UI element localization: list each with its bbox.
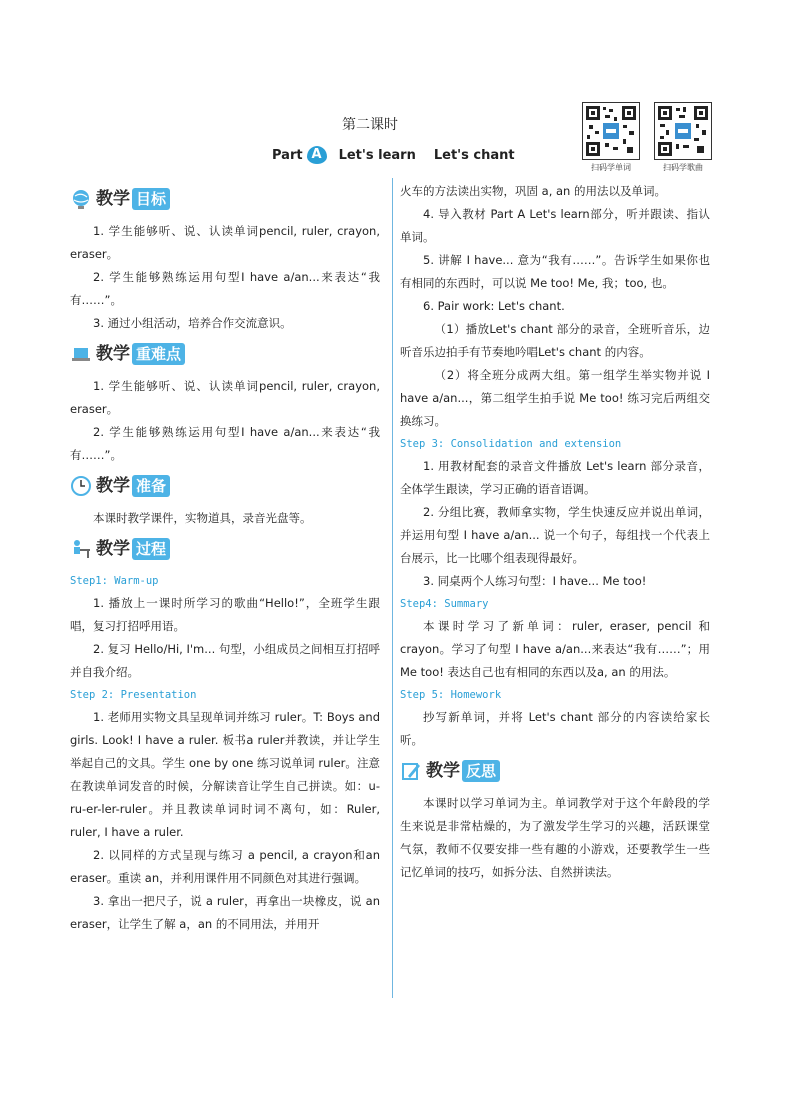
reflection-text: 本课时以学习单词为主。单词教学对于这个年龄段的学生来说是非常枯燥的，为了激发学生学习的兴趣，活跃课堂气氛，教师不仅要安排一些有趣的小游戏，还要教学生一些记忆单词的技巧，如拆分法、自然拼读法。	[400, 796, 710, 879]
part-label: Part	[272, 147, 303, 163]
lets-learn-label: Let's learn	[338, 147, 416, 163]
globe-icon	[70, 188, 92, 210]
step-paragraph: 1. 老师用实物文具呈现单词并练习 ruler。T: Boys and girls. Look! I have a ruler. 板书a ruler并教读，并让学生举起自己的文具。学生 one by one 练习说单词 ruler。注意在教读单词发音的时候，分解读音让学生自己拼读。如：u-ru-er-ler-ruler。并且教读单词时词不离句，如：Ruler, ruler, I have a ruler.	[70, 710, 380, 839]
section-title-tag: 目标	[132, 188, 170, 210]
step-paragraph: 2. 复习 Hello/Hi, I'm... 句型，小组成员之间相互打招呼并自我介绍。	[70, 642, 380, 679]
column-divider	[392, 178, 393, 998]
step-heading: Step 2: Presentation	[70, 689, 197, 701]
section-title-tag: 反思	[462, 760, 500, 782]
section-title-main: 教学	[426, 760, 460, 781]
step-paragraph: 5. 讲解 I have... 意为“我有……”。告诉学生如果你也有相同的东西时，可以说 Me too! Me, 我；too, 也。	[400, 253, 710, 290]
qr-code-icon[interactable]	[582, 102, 640, 160]
lets-chant-label: Let's chant	[433, 147, 515, 163]
step-paragraph: 3. 拿出一把尺子，说 a ruler，再拿出一块橡皮，说 an eraser，让学生了解 a，an 的不同用法，并用开	[70, 894, 380, 931]
pencil-note-icon	[400, 760, 422, 782]
qr-block-song	[654, 102, 718, 173]
step-heading: Step 5: Homework	[400, 689, 502, 701]
step-paragraph: 2. 以同样的方式呈现与练习 a pencil, a crayon和an eraser。重读 an，并利用课件用不同颜色对其进行强调。	[70, 848, 380, 885]
step-subparagraph: （1）播放Let's chant 部分的录音，全班听音乐，边听音乐边拍手有节奏地吟唱Let's chant 的内容。	[400, 322, 710, 359]
qr-code-icon[interactable]	[654, 102, 712, 160]
step-paragraph: 本课时学习了新单词：ruler, eraser, pencil 和 crayon。学习了句型 I have a/an...来表达“我有……”；用 Me too! 表达自己也有相同的东西以及a, an 的用法。	[400, 619, 710, 679]
goal-item: 2. 学生能够熟练运用句型I have a/an...来表达“我有……”。	[70, 270, 380, 307]
step-heading: Step 3: Consolidation and extension	[400, 438, 622, 450]
clock-icon	[70, 475, 92, 497]
qr-label-words: 扫码学单词	[591, 163, 631, 172]
laptop-icon	[70, 343, 92, 365]
prep-text: 本课时教学课件，实物道具，录音光盘等。	[93, 511, 312, 525]
step-paragraph: 4. 导入教材 Part A Let's learn部分，听并跟读、指认单词。	[400, 207, 710, 244]
step-paragraph: 1. 播放上一课时所学习的歌曲“Hello!”，全班学生跟唱，复习打招呼用语。	[70, 596, 380, 633]
qr-block-words	[582, 102, 646, 173]
step-heading: Step4: Summary	[400, 598, 489, 610]
section-title-main: 教学	[96, 343, 130, 364]
section-process-heading	[70, 532, 380, 566]
section-title-tag: 重难点	[132, 343, 185, 365]
section-goals-heading	[70, 182, 380, 216]
step-paragraph: 3. 同桌两个人练习句型：I have... Me too!	[423, 574, 647, 588]
right-column	[400, 180, 710, 884]
step-paragraph: 抄写新单词，并将 Let's chant 部分的内容读给家长听。	[400, 710, 710, 747]
left-column	[70, 180, 380, 936]
section-prep-heading	[70, 469, 380, 503]
qr-label-song: 扫码学歌曲	[663, 163, 703, 172]
page-title: 第二课时	[342, 117, 398, 133]
section-title-main: 教学	[96, 188, 130, 209]
section-title-main: 教学	[96, 538, 130, 559]
section-title-main: 教学	[96, 475, 130, 496]
lesson-subtitle	[272, 146, 515, 164]
goal-item: 3. 通过小组活动，培养合作交流意识。	[93, 316, 292, 330]
section-keypoints-heading	[70, 337, 380, 371]
part-badge: A	[307, 146, 327, 164]
goal-item: 1. 学生能够听、说、认读单词pencil, ruler, crayon, eraser。	[70, 224, 380, 261]
section-title-tag: 过程	[132, 538, 170, 560]
step-paragraph: 6. Pair work: Let's chant.	[423, 299, 565, 313]
section-reflection-heading	[400, 754, 710, 788]
continued-paragraph: 火车的方法读出实物，巩固 a, an 的用法以及单词。	[400, 184, 667, 198]
keypoint-item: 2. 学生能够熟练运用句型I have a/an...来表达“我有……”。	[70, 425, 380, 462]
step-subparagraph: （2）将全班分成两大组。第一组学生举实物并说 I have a/an...，第二组学生拍手说 Me too! 练习完后两组交换练习。	[400, 368, 710, 428]
step-paragraph: 2. 分组比赛，教师拿实物，学生快速反应并说出单词，并运用句型 I have a/an... 说一个句子，每组找一个代表上台展示，比一比哪个组表现得最好。	[400, 505, 710, 565]
keypoint-item: 1. 学生能够听、说、认读单词pencil, ruler, crayon, eraser。	[70, 379, 380, 416]
step-heading: Step1: Warm-up	[70, 575, 159, 587]
step-paragraph: 1. 用教材配套的录音文件播放 Let's learn 部分录音，全体学生跟读，学习正确的语音语调。	[400, 459, 710, 496]
section-title-tag: 准备	[132, 475, 170, 497]
teacher-desk-icon	[70, 538, 92, 560]
